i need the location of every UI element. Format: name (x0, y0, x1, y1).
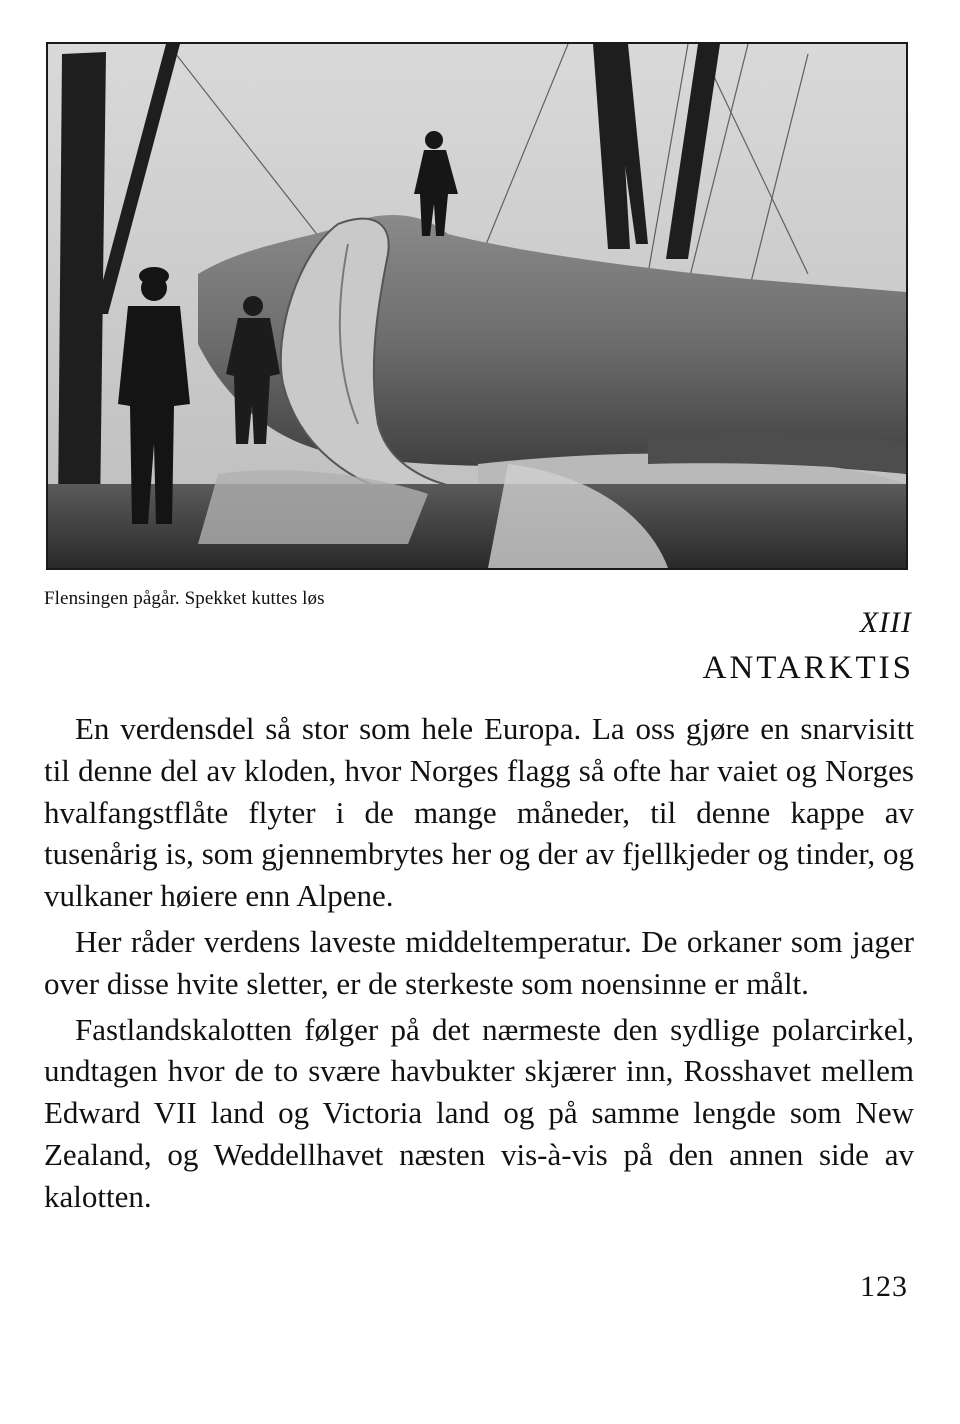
whale-flensing-photo (46, 42, 908, 570)
chapter-number: XIII (859, 606, 912, 639)
paragraph: Her råder verdens laveste middeltemperatur. De orkaner som jager over disse hvite sletter, er de sterkeste som noensinne er målt. (44, 923, 914, 1001)
figure-caption: Flensingen pågår. Spekket kuttes løs (44, 588, 325, 609)
paragraph: En verdensdel så stor som hele Europa. La oss gjøre en snarvisitt til denne del av kloden, hvor Norges flagg så ofte har vaiet og Norges hvalfangstflåte flyter i de mange måneder, til denne kappe av tusenårig is, som gjennembrytes her og der av fjellkjeder og tinder, og vulkaner høiere enn Alpene. (44, 711, 914, 914)
paragraph: Fastlandskalotten følger på det nærmeste den sydlige polarcirkel, undtagen hvor de to svære havbukter skjærer inn, Rosshavet mellem Edward VII land og Victoria land og på samme lengde som New Zealand, og Weddellhavet næsten vis-à-vis på den annen side av kalotten. (44, 1011, 914, 1214)
chapter-title: ANTARKTIS (702, 650, 914, 686)
chapter-body (44, 708, 914, 1222)
page-number: 123 (860, 1270, 908, 1303)
